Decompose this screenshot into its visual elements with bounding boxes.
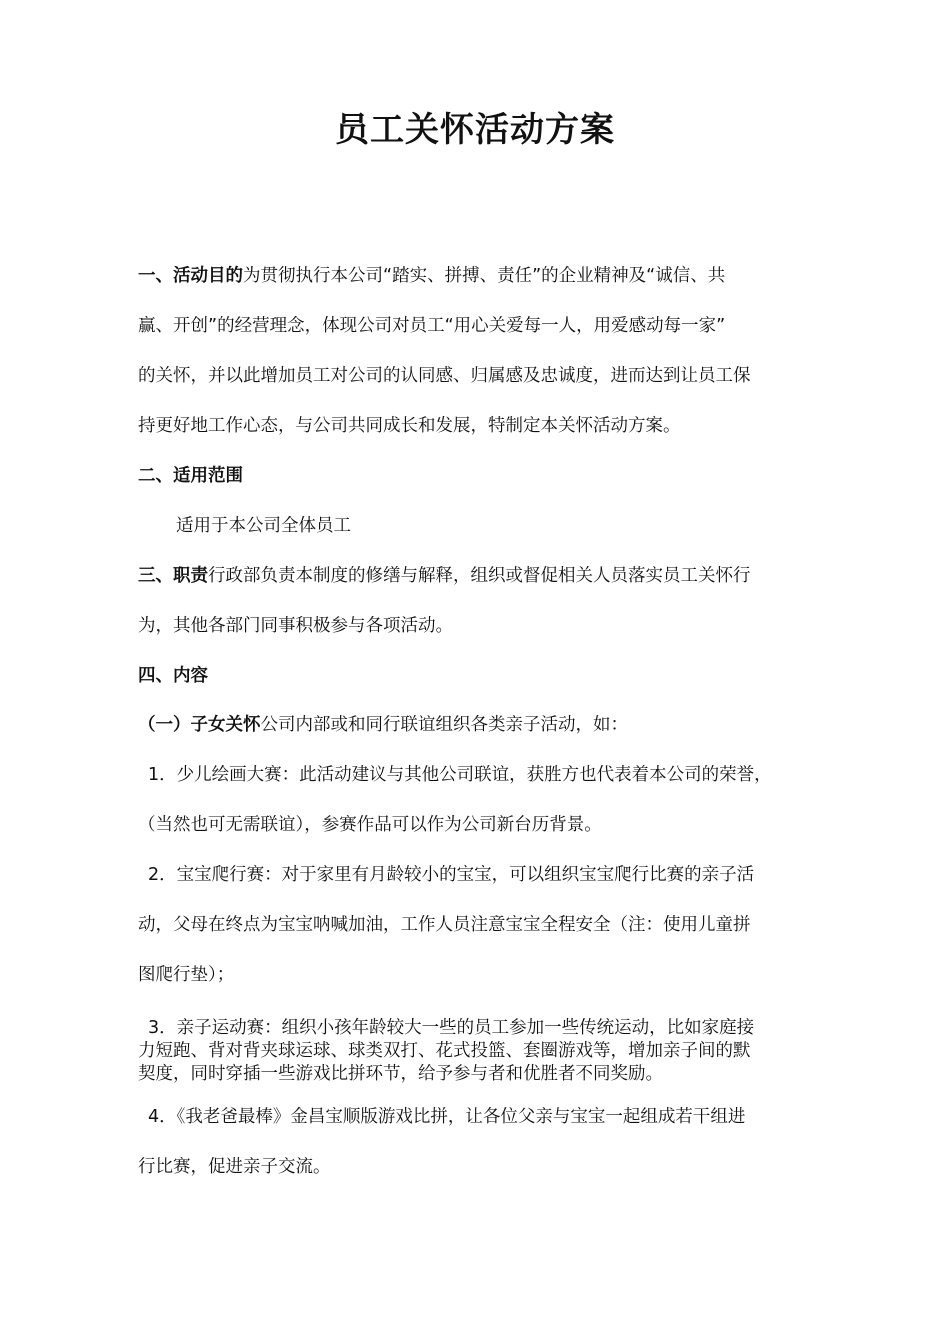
section3-text-1: 行政部负责本制度的修缮与解释，组织或督促相关人员落实员工关怀行: [208, 566, 751, 586]
item1-line-1: 1．少儿绘画大赛：此活动建议与其他公司联谊，获胜方也代表着本公司的荣誉，: [148, 765, 772, 785]
section1-line-3: 的关怀，并以此增加员工对公司的认同感、归属感及忠诚度，进而达到让员工保: [138, 366, 751, 386]
section2-body: 适用于本公司全体员工: [176, 516, 351, 536]
subsection1-line: [138, 712, 628, 738]
item1-line-2: （当然也可无需联谊），参赛作品可以作为公司新台历背景。: [138, 815, 602, 835]
page-title: 员工关怀活动方案: [335, 110, 615, 150]
subsection1-heading: （一）子女关怀: [138, 715, 261, 735]
item2-line-3: 图爬行垫）；: [138, 965, 235, 985]
subsection1-body: 公司内部或和同行联谊组织各类亲子活动，如：: [260, 715, 628, 735]
section2-heading: 二、适用范围: [138, 466, 243, 486]
section3-line-1: [138, 563, 751, 589]
section1-line-4: 持更好地工作心态，与公司共同成长和发展，特制定本关怀活动方案。: [138, 416, 681, 436]
section3-heading: 三、职责: [138, 566, 208, 586]
item4-line-1: 4．《我老爸最棒》金昌宝顺版游戏比拼，让各位父亲与宝宝一起组成若干组进: [148, 1107, 746, 1127]
item3-line-2: 力短跑、背对背夹球运球、球类双打、花式投篮、套圈游戏等，增加亲子间的默: [138, 1041, 751, 1061]
section3-line-2: 为，其他各部门同事积极参与各项活动。: [138, 616, 453, 636]
section1-line-2: 赢、开创”的经营理念，体现公司对员工“用心关爱每一人，用爱感动每一家”: [138, 316, 726, 336]
item2-line-1: 2．宝宝爬行赛：对于家里有月龄较小的宝宝，可以组织宝宝爬行比赛的亲子活: [148, 865, 755, 885]
item3-line-1: 3．亲子运动赛：组织小孩年龄较大一些的员工参加一些传统运动，比如家庭接: [148, 1018, 755, 1038]
section4-heading: 四、内容: [138, 666, 208, 686]
section1-text-1: 为贯彻执行本公司“踏实、拼搏、责任”的企业精神及“诚信、共: [243, 266, 726, 286]
item4-line-2: 行比赛，促进亲子交流。: [138, 1157, 331, 1177]
section1-heading: 一、活动目的: [138, 266, 243, 286]
section1-line-1: [138, 263, 725, 289]
item2-line-2: 动，父母在终点为宝宝呐喊加油，工作人员注意宝宝全程安全（注：使用儿童拼: [138, 915, 751, 935]
item3-line-3: 契度，同时穿插一些游戏比拼环节，给予参与者和优胜者不同奖励。: [138, 1064, 663, 1084]
